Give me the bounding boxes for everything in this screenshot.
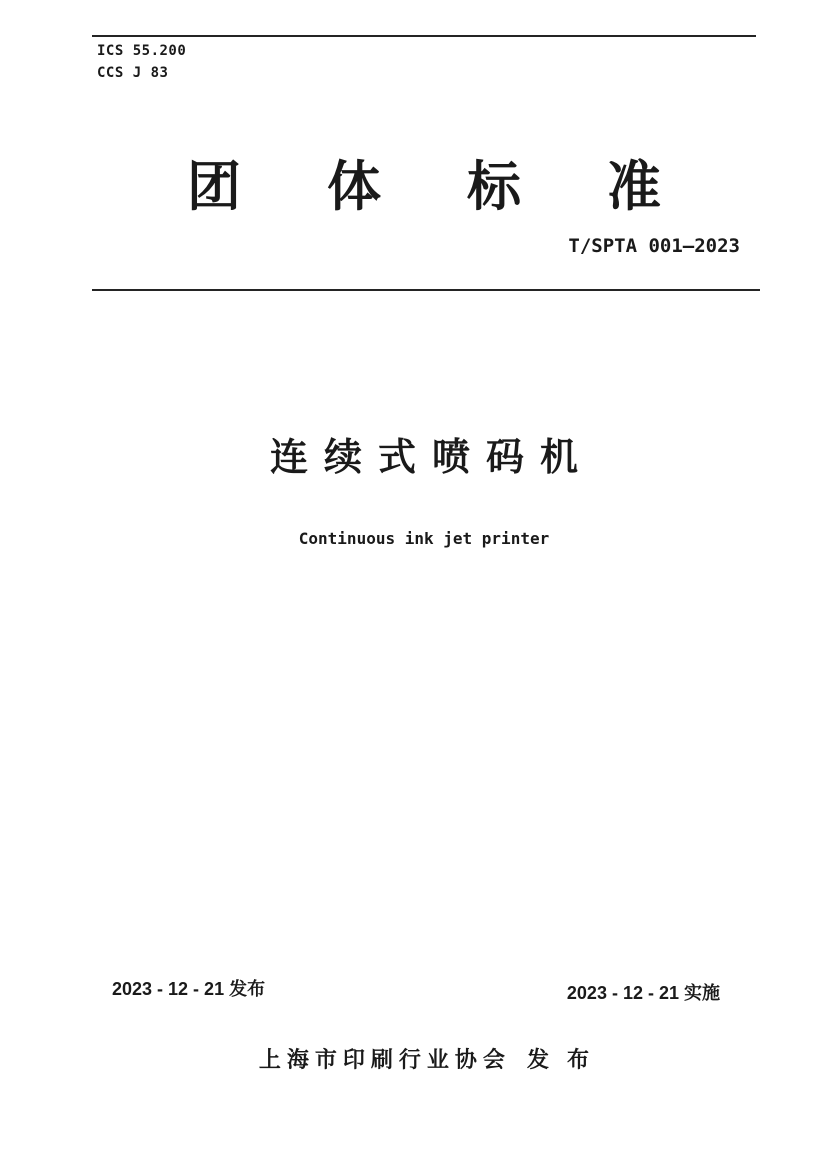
ics-code: ICS 55.200 xyxy=(97,43,187,59)
standard-type-heading: 团体标准 xyxy=(187,157,747,217)
standard-type-row xyxy=(92,158,756,217)
document-title-row xyxy=(92,426,756,481)
issuer-name: 上海市印刷行业协会 xyxy=(258,1047,511,1072)
document-title-zh: 连续式喷码机 xyxy=(269,437,594,479)
issuer-row xyxy=(92,1043,756,1074)
implement-date: 2023 - 12 - 21 实施 xyxy=(566,983,720,1003)
standard-number-row xyxy=(92,235,756,257)
standard-number: T/SPTA 001—2023 xyxy=(568,235,740,257)
top-rule xyxy=(92,35,756,37)
document-subtitle-row xyxy=(92,529,756,549)
header-rule xyxy=(92,289,760,291)
publish-date: 2023 - 12 - 21 发布 xyxy=(112,979,266,999)
issue-action-label: 发 布 xyxy=(526,1047,596,1072)
ccs-code: CCS J 83 xyxy=(97,65,169,81)
document-title-en: Continuous ink jet printer xyxy=(298,529,550,548)
